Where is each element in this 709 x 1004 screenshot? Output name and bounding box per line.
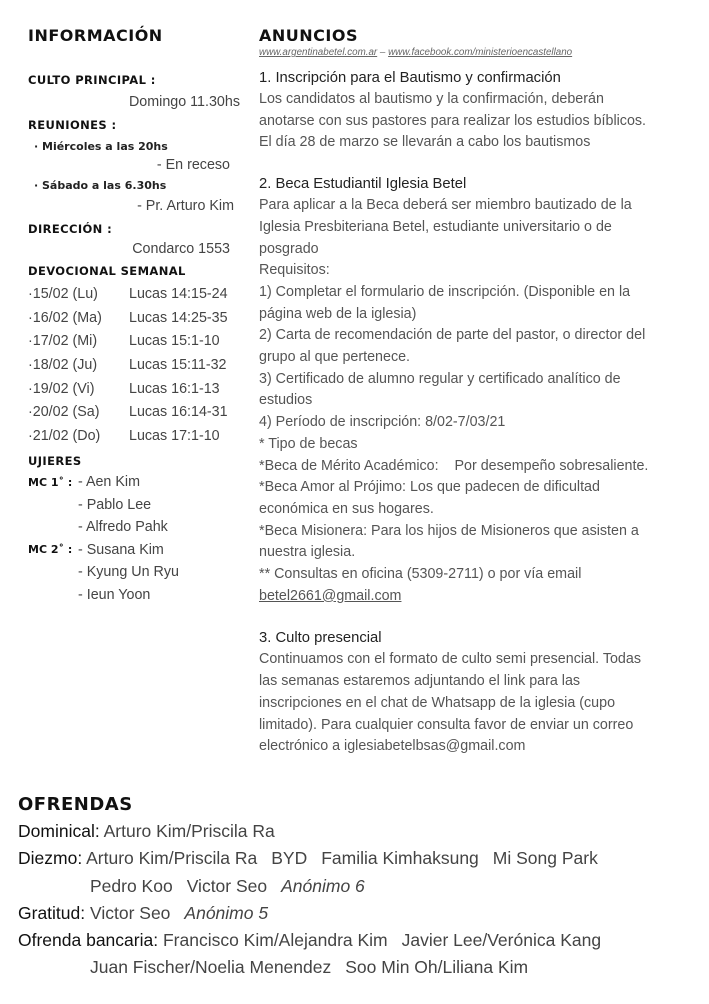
reuniones-label: REUNIONES : — [28, 118, 117, 132]
anuncios-title: ANUNCIOS — [259, 26, 358, 45]
ofrendas-section — [18, 794, 698, 982]
ujier-row — [28, 493, 240, 516]
email-link[interactable]: betel2661@gmail.com — [259, 587, 402, 604]
devocional-ref: Lucas 15:1-10 — [129, 333, 220, 350]
devocional-row — [28, 329, 240, 353]
anuncio-line: ** Consultas en oficina (5309-2711) o por vía email — [259, 566, 582, 583]
anuncio-line: Para aplicar a la Beca deberá ser miembro bautizado de la — [259, 197, 632, 214]
anuncio-line: las semanas estaremos adjuntando el link para las — [259, 673, 581, 690]
anuncio-line: página web de la iglesia) — [259, 305, 417, 322]
anuncio-line: *Beca Amor al Prójimo: Los que padecen de dificultad — [259, 479, 600, 496]
ofrenda-diezmo — [18, 845, 698, 872]
anuncio-line: *Beca de Mérito Académico: Por desempeño sobresaliente. — [259, 457, 649, 474]
reunion-miercoles-value: - En receso — [156, 157, 230, 173]
mc1-label: MC 1˚ : — [28, 475, 73, 489]
ujier-name: - Susana Kim — [78, 541, 164, 558]
devocional-date: ·21/02 (Do) — [28, 427, 101, 444]
informacion-section — [28, 26, 240, 606]
anuncio-line: El día 28 de marzo se llevarán a cabo los bautismos — [259, 134, 591, 151]
devocional-ref: Lucas 14:25-35 — [129, 309, 228, 326]
diezmo-anonimo: Anónimo 6 — [281, 875, 365, 896]
ujier-name: - Kyung Un Ryu — [78, 564, 179, 581]
anuncio-line: limitado). Para cualquier consulta favor de enviar un correo — [259, 716, 634, 733]
dominical-label: Dominical: — [18, 821, 100, 841]
ujier-row — [28, 471, 240, 494]
diezmo-name: Pedro Koo — [90, 875, 173, 896]
devocional-date: ·20/02 (Sa) — [28, 404, 100, 421]
informacion-title: INFORMACIÓN — [28, 26, 163, 45]
diezmo-name: Victor Seo — [186, 875, 268, 896]
devocional-date: ·17/02 (Mi) — [28, 333, 98, 350]
devocional-ref: Lucas 16:1-13 — [129, 380, 220, 397]
ofrenda-bancaria — [18, 927, 698, 954]
ujier-name: - Pablo Lee — [78, 496, 152, 513]
diezmo-name: Arturo Kim/Priscila Ra — [86, 848, 258, 869]
devocional-row — [28, 400, 240, 424]
anuncio-line: anotarse con sus pastores para realizar los estudios bíblicos. — [259, 112, 647, 129]
ujieres-list — [28, 471, 240, 607]
devocional-row — [28, 282, 240, 306]
anuncio-line: *Beca Misionera: Para los hijos de Misioneros que asisten a — [259, 522, 639, 539]
bancaria-name: Juan Fischer/Noelia Menendez — [90, 957, 332, 978]
diezmo-name: Mi Song Park — [492, 848, 598, 869]
anuncio-line: electrónico a iglesiabetelbsas@gmail.com — [259, 738, 526, 755]
bancaria-name: Javier Lee/Verónica Kang — [401, 930, 602, 951]
bancaria-label: Ofrenda bancaria: — [18, 930, 159, 951]
devocional-ref: Lucas 17:1-10 — [129, 427, 220, 444]
anuncio-line: posgrado — [259, 240, 319, 257]
ujier-row — [28, 516, 240, 539]
anuncio-line: grupo al que pertenece. — [259, 349, 411, 366]
ujier-row — [28, 561, 240, 584]
anuncio-line: * Tipo de becas — [259, 435, 358, 452]
devocional-ref: Lucas 14:15-24 — [129, 285, 228, 302]
dominical-names: Arturo Kim/Priscila Ra — [103, 821, 275, 841]
direccion-value: Condarco 1553 — [132, 241, 230, 257]
ofrenda-gratitud — [18, 900, 698, 927]
devocional-row — [28, 424, 240, 448]
ujier-name: - Ieun Yoon — [78, 587, 151, 604]
diezmo-name: BYD — [271, 848, 308, 869]
reunion-miercoles: · Miércoles a las 20hs — [34, 140, 168, 153]
gratitud-anonimo: Anónimo 5 — [184, 902, 269, 923]
website-link[interactable]: www.argentinabetel.com.ar — [259, 47, 378, 58]
anuncio-line: económica en sus hogares. — [259, 500, 434, 517]
mc2-label: MC 2˚ : — [28, 543, 73, 557]
culto-label: CULTO PRINCIPAL : — [28, 73, 156, 87]
facebook-link[interactable]: www.facebook.com/ministerioencastellano — [388, 47, 573, 58]
culto-value: Domingo 11.30hs — [128, 94, 240, 110]
gratitud-label: Gratitud: — [18, 902, 86, 923]
ujier-row — [28, 539, 240, 562]
anuncio-line: estudios — [259, 392, 313, 409]
anuncio-line: 2) Carta de recomendación de parte del pastor, o director del — [259, 327, 646, 344]
devocional-row — [28, 377, 240, 401]
anuncio-line: inscripciones en el chat de Whatsapp de la iglesia (cupo — [259, 694, 616, 711]
anuncio-line: 4) Período de inscripción: 8/02-7/03/21 — [259, 414, 506, 431]
diezmo-label: Diezmo: — [18, 848, 83, 869]
ofrenda-diezmo-cont — [18, 873, 698, 900]
gratitud-name: Victor Seo — [90, 902, 171, 923]
anuncio2-body — [259, 195, 689, 607]
ujier-name: - Alfredo Pahk — [78, 519, 168, 536]
ofrenda-dominical — [18, 818, 698, 845]
anuncio-line: Continuamos con el formato de culto semi presencial. Todas — [259, 651, 641, 668]
reunion-sabado: · Sábado a las 6.30hs — [34, 179, 167, 192]
bancaria-name: Francisco Kim/Alejandra Kim — [162, 930, 388, 951]
anuncio-line: 1) Completar el formulario de inscripción. (Disponible en la — [259, 283, 631, 300]
bancaria-name: Soo Min Oh/Liliana Kim — [345, 957, 529, 978]
ujier-row — [28, 584, 240, 607]
direccion-label: DIRECCIÓN : — [28, 222, 113, 236]
devocional-ref: Lucas 16:14-31 — [129, 404, 228, 421]
devocional-row — [28, 306, 240, 330]
devocional-row — [28, 353, 240, 377]
diezmo-name: Familia Kimhaksung — [321, 848, 479, 869]
ujieres-label: UJIERES — [28, 453, 82, 468]
anuncio2-title: 2. Beca Estudiantil Iglesia Betel — [259, 176, 467, 193]
ofrendas-title: OFRENDAS — [18, 794, 133, 815]
link-separator: – — [377, 47, 389, 58]
devocional-date: ·18/02 (Ju) — [28, 356, 98, 373]
devocional-date: ·16/02 (Ma) — [28, 309, 102, 326]
anuncio-line: 3) Certificado de alumno regular y certificado analítico de — [259, 370, 621, 387]
anuncios-section — [259, 26, 689, 758]
ujier-name: - Aen Kim — [78, 474, 140, 491]
website-links — [259, 47, 689, 58]
devocional-date: ·19/02 (Vi) — [28, 380, 95, 397]
anuncio3-body — [259, 649, 689, 758]
anuncio-line: Iglesia Presbiteriana Betel, estudiante universitario o de — [259, 218, 612, 235]
anuncio-line: Requisitos: — [259, 262, 330, 279]
devocional-list — [28, 282, 240, 448]
anuncio1-body — [259, 89, 689, 154]
anuncio-line: Los candidatos al bautismo y la confirmación, deberán — [259, 91, 604, 107]
reunion-sabado-value: - Pr. Arturo Kim — [137, 198, 234, 214]
anuncio-line: nuestra iglesia. — [259, 544, 356, 561]
devocional-ref: Lucas 15:11-32 — [129, 356, 227, 373]
devocional-date: ·15/02 (Lu) — [28, 285, 98, 302]
anuncio1-title: 1. Inscripción para el Bautismo y confirmación — [259, 70, 561, 86]
ofrenda-bancaria-cont — [18, 954, 698, 981]
devocional-label: DEVOCIONAL SEMANAL — [28, 264, 186, 278]
anuncio3-title: 3. Culto presencial — [259, 630, 382, 647]
